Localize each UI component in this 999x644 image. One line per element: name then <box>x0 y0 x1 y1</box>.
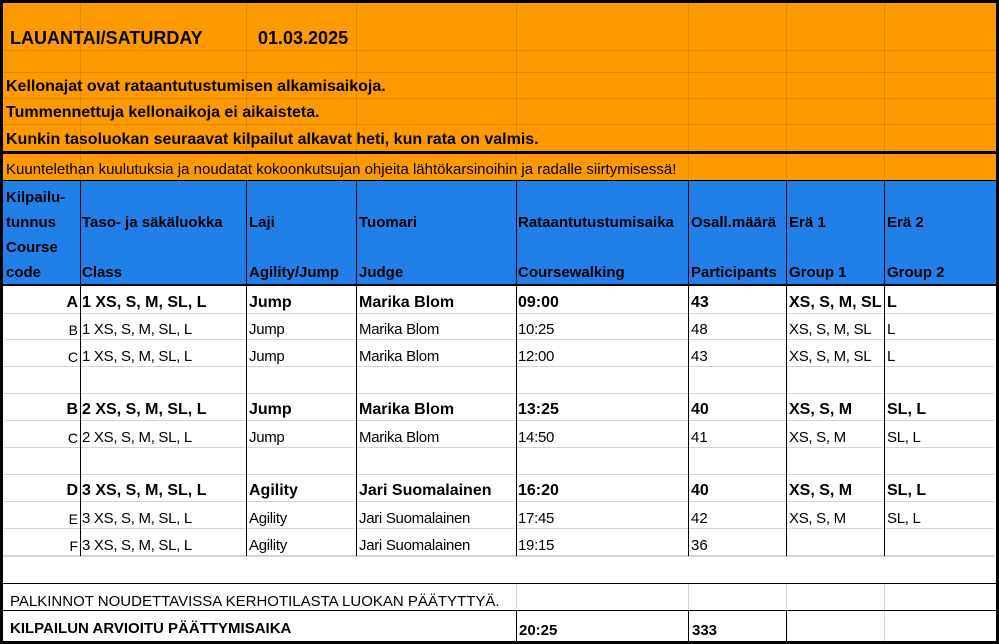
cell-count: 36 <box>691 537 708 554</box>
header-walk-fi: Rataantutustumisaika <box>518 214 674 231</box>
cell-g2: L <box>887 348 896 365</box>
header-group1-fi: Erä 1 <box>789 214 826 231</box>
column-border <box>80 181 81 556</box>
header-count-en: Participants <box>691 264 777 281</box>
cell-g1: XS, S, M <box>789 401 853 418</box>
cell-class: 2 XS, S, M, SL, L <box>82 429 192 446</box>
cell-judge: Marika Blom <box>359 429 440 446</box>
prizes-note: PALKINNOT NOUDETTAVISSA KERHOTILASTA LUOKAN PÄÄTYTTYÄ. <box>10 593 500 610</box>
notice-text: Kuuntelethan kuulutuksia ja noudatat kokoonkutsujan ohjeita lähtökarsinoihin ja radalle siirtymisessä! <box>6 161 677 178</box>
gridline-h <box>0 72 998 73</box>
cell-type: Jump <box>249 401 292 418</box>
column-border <box>688 181 689 556</box>
cell-type: Jump <box>249 348 285 365</box>
header-code-fi-1: Kilpailu- <box>6 189 66 206</box>
note-1: Kellonajat ovat rataantutustumisen alkamisaikoja. <box>6 78 386 95</box>
end-time-label: KILPAILUN ARVIOITU PÄÄTTYMISAIKA <box>10 620 292 637</box>
cell-time: 17:45 <box>518 510 555 527</box>
gridline-v <box>884 583 885 644</box>
cell-judge: Marika Blom <box>359 348 440 365</box>
cell-g2: L <box>887 294 897 311</box>
cell-code: F <box>69 538 78 554</box>
cell-code: C <box>67 349 78 365</box>
cell-time: 19:15 <box>518 537 555 554</box>
cell-time: 14:50 <box>518 429 555 446</box>
cell-g1: XS, S, M, SL <box>789 321 872 338</box>
cell-g1 <box>787 529 884 555</box>
cell-judge: Jari Suomalainen <box>359 510 471 527</box>
cell-g2: SL, L <box>887 401 927 418</box>
cell-type: Agility <box>249 482 298 499</box>
row-separator <box>4 555 994 556</box>
date-title: 01.03.2025 <box>258 28 349 48</box>
header-judge-en: Judge <box>359 264 404 281</box>
cell-class: 1 XS, S, M, SL, L <box>82 294 207 311</box>
cell-code: A <box>66 294 78 311</box>
cell-count: 40 <box>691 482 709 499</box>
cell-class: 3 XS, S, M, SL, L <box>82 482 207 499</box>
column-border <box>516 181 517 556</box>
border-footer <box>0 583 999 584</box>
cell-time: 09:00 <box>518 294 559 311</box>
header-class-en: Class <box>82 264 123 281</box>
header-code-fi-2: tunnus <box>6 214 56 231</box>
column-border <box>884 181 885 556</box>
cell-judge: Jari Suomalainen <box>359 537 471 554</box>
column-border <box>356 181 357 556</box>
footer-column-border <box>786 610 787 643</box>
cell-code: D <box>66 482 78 499</box>
gridline-h <box>0 124 998 125</box>
header-class-fi: Taso- ja säkäluokka <box>82 214 223 231</box>
end-time-value: 20:25 <box>519 622 558 639</box>
cell-count: 43 <box>691 348 708 365</box>
cell-count: 43 <box>691 294 709 311</box>
day-title: LAUANTAI/SATURDAY <box>10 28 203 48</box>
cell-code: E <box>68 511 78 527</box>
total-participants: 333 <box>692 622 718 639</box>
header-code-en-1: Course <box>6 239 58 256</box>
cell-judge: Marika Blom <box>359 321 440 338</box>
cell-type: Jump <box>249 429 285 446</box>
note-3: Kunkin tasoluokan seuraavat kilpailut alkavat heti, kun rata on valmis. <box>6 131 539 148</box>
gridline-h <box>0 50 998 51</box>
cell-g2 <box>885 529 995 555</box>
cell-count: 42 <box>691 510 708 527</box>
cell-g1: XS, S, M <box>789 482 853 499</box>
cell-judge: Marika Blom <box>359 401 455 418</box>
cell-judge: Jari Suomalainen <box>359 482 492 499</box>
cell-count: 41 <box>691 429 708 446</box>
footer-column-border <box>688 610 689 643</box>
row-separator <box>4 447 994 448</box>
border-top <box>0 0 999 3</box>
header-judge-fi: Tuomari <box>359 214 418 231</box>
header-type-en: Agility/Jump <box>249 264 340 281</box>
cell-g2: SL, L <box>887 429 921 446</box>
header-group1-en: Group 1 <box>789 264 847 281</box>
cell-time: 10:25 <box>518 321 555 338</box>
gridline-h <box>0 98 998 99</box>
border-footer-2 <box>0 610 999 611</box>
column-border <box>246 181 247 556</box>
header-code-en-2: code <box>6 264 42 281</box>
cell-type: Jump <box>249 294 292 311</box>
cell-type: Jump <box>249 321 285 338</box>
cell-g1: XS, S, M <box>789 510 846 527</box>
column-border <box>786 181 787 556</box>
cell-g2: SL, L <box>887 482 927 499</box>
cell-class: 1 XS, S, M, SL, L <box>82 321 192 338</box>
cell-class: 2 XS, S, M, SL, L <box>82 401 207 418</box>
cell-g1: XS, S, M, SL <box>789 348 872 365</box>
cell-time: 16:20 <box>518 482 559 499</box>
header-count-fi: Osall.määrä <box>691 214 777 231</box>
header-group2-en: Group 2 <box>887 264 945 281</box>
cell-class: 1 XS, S, M, SL, L <box>82 348 192 365</box>
border-left <box>0 0 3 644</box>
row-separator <box>4 366 994 367</box>
cell-class: 3 XS, S, M, SL, L <box>82 537 192 554</box>
cell-class: 3 XS, S, M, SL, L <box>82 510 192 527</box>
cell-code: B <box>66 401 78 418</box>
cell-type: Agility <box>249 510 287 527</box>
cell-g1: XS, S, M, SL <box>789 294 882 311</box>
cell-g2: SL, L <box>887 510 921 527</box>
cell-code: C <box>67 430 78 446</box>
cell-type: Agility <box>249 537 287 554</box>
header-walk-en: Coursewalking <box>518 264 625 281</box>
cell-time: 13:25 <box>518 401 559 418</box>
header-group2-fi: Erä 2 <box>887 214 924 231</box>
cell-time: 12:00 <box>518 348 555 365</box>
border-header-top <box>0 180 999 181</box>
gridline-h <box>0 556 998 557</box>
cell-g2: L <box>887 321 896 338</box>
footer-column-border <box>516 610 517 643</box>
cell-code: B <box>68 322 78 338</box>
cell-count: 48 <box>691 321 708 338</box>
cell-judge: Marika Blom <box>359 294 455 311</box>
header-type-fi: Laji <box>249 214 275 231</box>
border-header-bottom <box>0 284 999 286</box>
border-notice-top <box>0 151 999 154</box>
note-2: Tummennettuja kellonaikoja ei aikaisteta. <box>6 104 320 121</box>
cell-g1: XS, S, M <box>789 429 846 446</box>
cell-count: 40 <box>691 401 709 418</box>
